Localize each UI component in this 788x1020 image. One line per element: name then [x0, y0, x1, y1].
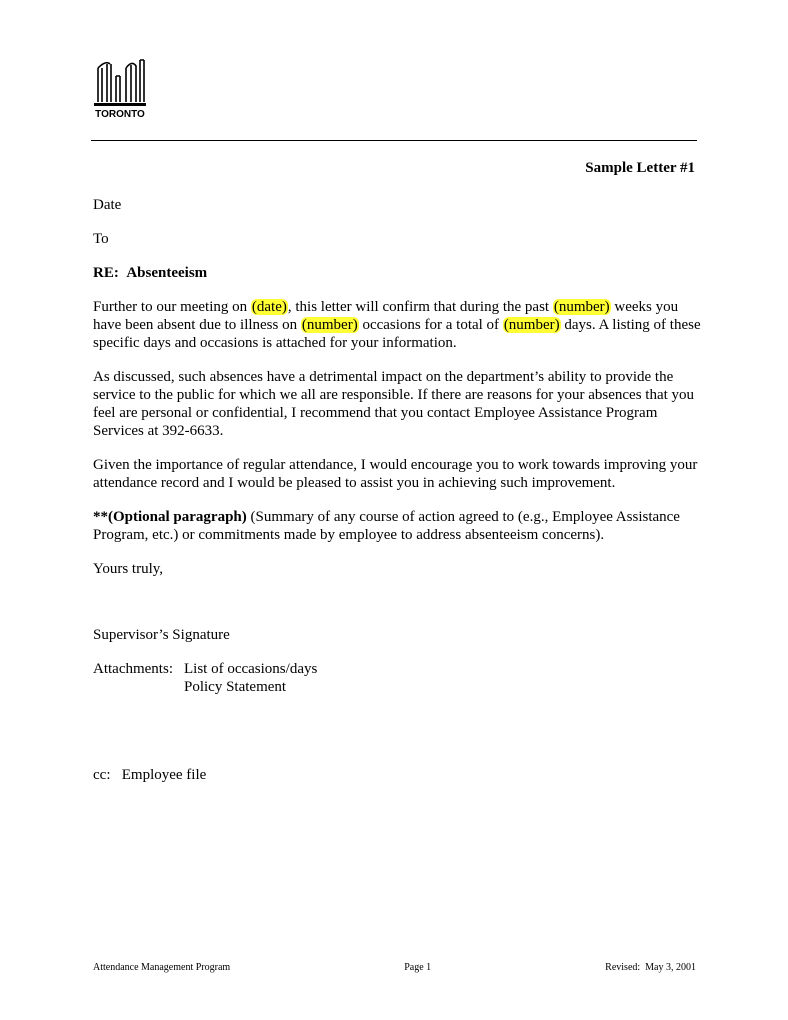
re-label: RE:: [93, 265, 119, 281]
letter-body: [93, 196, 703, 784]
attachments-label-spacer: [93, 678, 184, 696]
page-footer: [93, 962, 696, 973]
re-line: [93, 264, 703, 282]
date-line: Date: [93, 197, 122, 213]
svg-text:TORONTO: TORONTO: [95, 109, 145, 120]
placeholder-number-days: (number): [503, 317, 560, 333]
signature-line: Supervisor’s Signature: [93, 627, 230, 643]
footer-page: Page 1: [404, 962, 432, 973]
paragraph-2: As discussed, such absences have a detrimental impact on the department’s ability to provide the service to the public for which we all are responsible. If there are reasons for your absences that you feel are personal or confidential, I recommend that you contact Employee Assistance Program Services at 392-6633.: [93, 369, 695, 439]
paragraph-1: [93, 298, 703, 352]
p1-text-5: days. A listing of these specific days and occasions is attached for your information.: [93, 317, 701, 351]
p1-text-4: occasions for a total of: [358, 317, 503, 333]
attachment-row-2: [93, 678, 703, 696]
toronto-logo: [92, 54, 148, 120]
optional-text: (Summary of any course of action agreed to (e.g., Employee Assistance Program, etc.) or commitments made by employee to address absenteeism concerns).: [93, 509, 680, 543]
attachments: [93, 660, 703, 696]
placeholder-number-weeks: (number): [553, 299, 610, 315]
header-rule: [91, 140, 697, 141]
footer-program: Attendance Management Program: [93, 962, 231, 973]
re-subject: Absenteeism: [126, 265, 208, 281]
closing: Yours truly,: [93, 561, 164, 577]
attachments-label: Attachments:: [93, 661, 173, 677]
attachment-item: Policy Statement: [184, 679, 287, 695]
optional-label: **(Optional paragraph): [93, 509, 247, 525]
p1-text-2: , this letter will confirm that during the past: [287, 299, 553, 315]
paragraph-3: Given the importance of regular attendance, I would encourage you to work towards improving your attendance record and I would be pleased to assist you in achieving such improvement.: [93, 457, 698, 491]
cc-line: cc: Employee file: [93, 767, 207, 783]
footer-revised: Revised: May 3, 2001: [605, 962, 696, 973]
placeholder-date: (date): [251, 299, 287, 315]
attachment-item: List of occasions/days: [184, 661, 318, 677]
letter-heading: Sample Letter #1: [585, 160, 695, 176]
attachment-row-1: [93, 660, 703, 678]
paragraph-optional: [93, 508, 703, 544]
p1-text-3: weeks you have been absent due to illness on: [93, 299, 679, 333]
placeholder-number-occasions: (number): [301, 317, 358, 333]
to-line: To: [93, 231, 109, 247]
p1-text-1: Further to our meeting on: [93, 299, 251, 315]
